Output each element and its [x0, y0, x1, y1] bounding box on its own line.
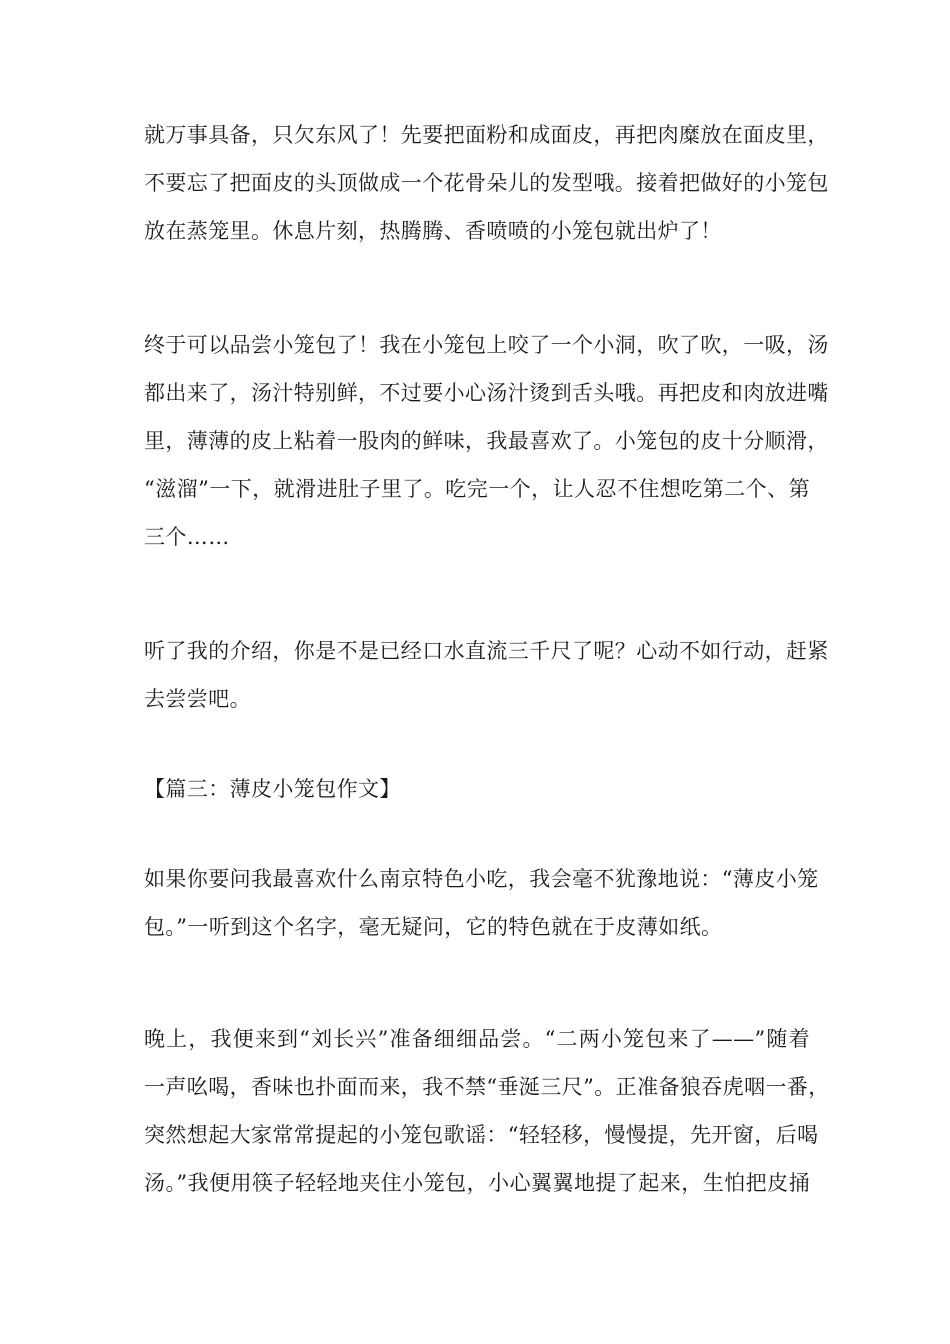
text-line: 里，薄薄的皮上粘着一股肉的鲜味，我最喜欢了。小笼包的皮十分顺滑， — [144, 429, 829, 453]
text-line: 晚上，我便来到“刘长兴”准备细细品尝。“二两小笼包来了——”随着 — [144, 1027, 810, 1051]
text-line: 都出来了，汤汁特别鲜，不过要小心汤汁烫到舌头哦。再把皮和肉放进嘴 — [144, 381, 829, 405]
text-line: 一声吆喝，香味也扑面而来，我不禁“垂涎三尺”。正准备狼吞虎咽一番， — [144, 1075, 830, 1099]
text-line: 包。”一听到这个名字，毫无疑问，它的特色就在于皮薄如纸。 — [144, 915, 723, 939]
text-line: 听了我的介绍，你是不是已经口水直流三千尺了呢？心动不如行动，赶紧 — [144, 639, 829, 663]
text-line: 汤。”我便用筷子轻轻地夹住小笼包，小心翼翼地提了起来，生怕把皮捅 — [144, 1171, 810, 1195]
text-line: 不要忘了把面皮的头顶做成一个花骨朵儿的发型哦。接着把做好的小笼包 — [144, 171, 829, 195]
paragraph-2 — [144, 321, 829, 561]
text-line: 如果你要问我最喜欢什么南京特色小吃，我会毫不犹豫地说：“薄皮小笼 — [144, 867, 819, 891]
paragraph-5 — [144, 855, 819, 951]
text-line: 就万事具备，只欠东风了！先要把面粉和成面皮，再把肉糜放在面皮里， — [144, 123, 829, 147]
text-line: 突然想起大家常常提起的小笼包歌谣：“轻轻移，慢慢提，先开窗，后喝 — [144, 1123, 819, 1147]
text-line: “滋溜”一下，就滑进肚子里了。吃完一个，让人忍不住想吃第二个、第 — [144, 477, 810, 501]
section-heading — [144, 765, 810, 813]
paragraph-1 — [144, 111, 829, 255]
paragraph-6 — [144, 1015, 830, 1207]
text-line: 去尝尝吧。 — [144, 687, 251, 711]
text-line: 三个…… — [144, 525, 230, 549]
text-line: 放在蒸笼里。休息片刻，热腾腾、香喷喷的小笼包就出炉了！ — [144, 219, 722, 243]
paragraph-3 — [144, 627, 829, 723]
text-line: 终于可以品尝小笼包了！我在小笼包上咬了一个小洞，吹了吹，一吸，汤 — [144, 333, 829, 357]
section-heading-text: 【篇三：薄皮小笼包作文】 — [144, 777, 401, 801]
